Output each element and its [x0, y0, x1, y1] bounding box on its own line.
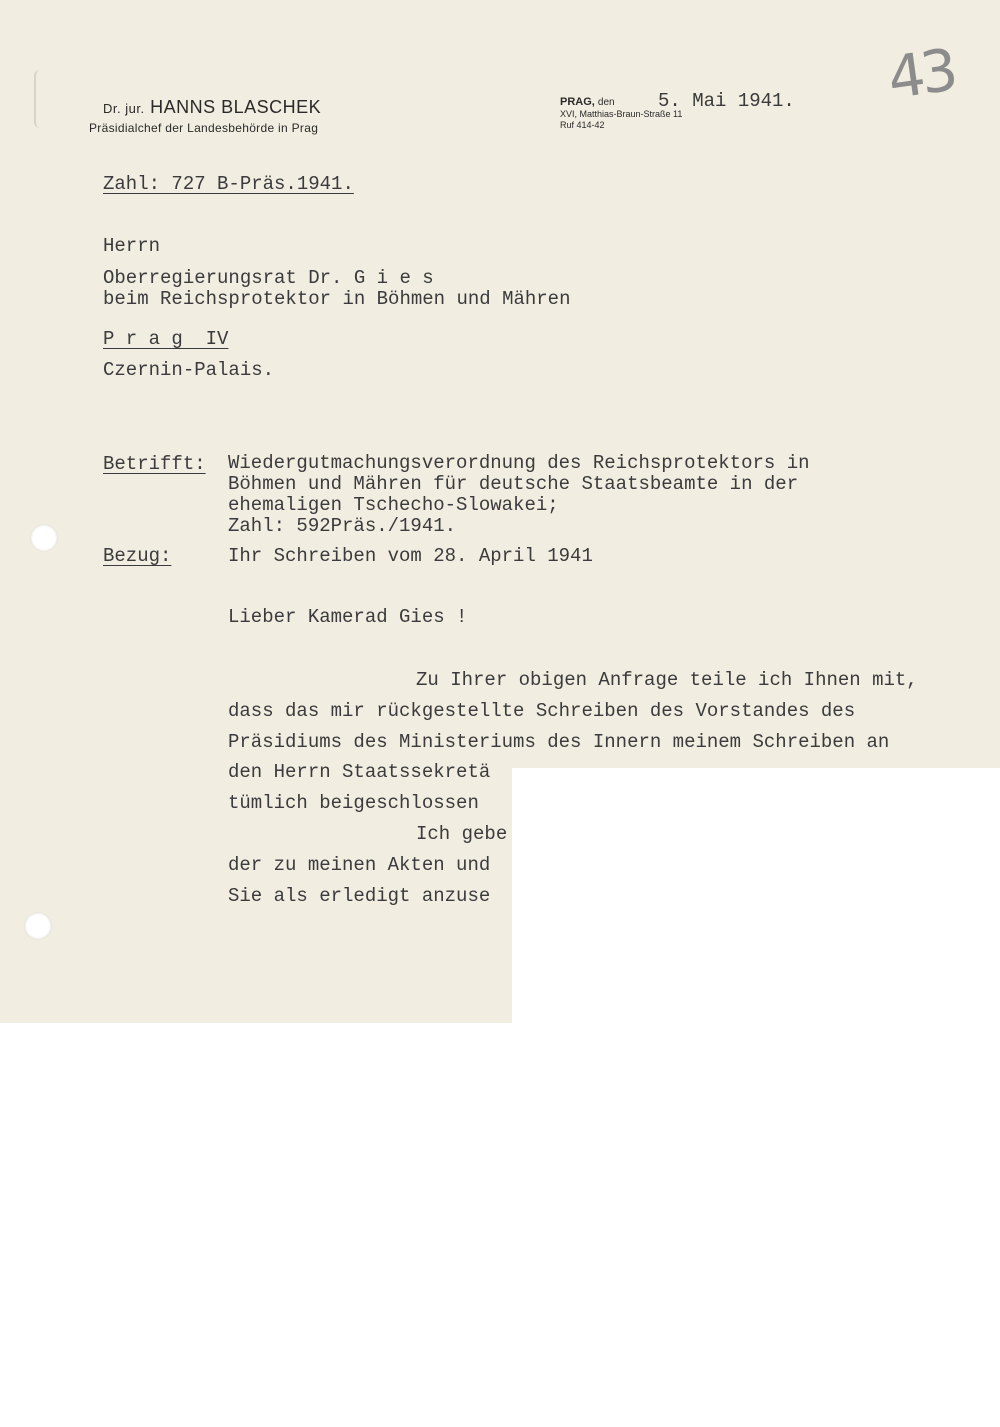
body-line: Ich gebe: [416, 823, 508, 845]
title-prefix: Dr. jur.: [103, 101, 145, 116]
place-den: den: [597, 97, 615, 108]
subject-line: ehemaligen Tschecho-Slowakei;: [228, 494, 559, 516]
body-line: Zu Ihrer obigen Anfrage teile ich Ihnen mit,: [416, 669, 918, 691]
recipient-line1: Oberregierungsrat Dr. G i e s: [103, 267, 434, 289]
reference-label: Bezug:: [103, 545, 172, 567]
reference-number: Zahl: 727 B-Präs.1941.: [103, 173, 354, 195]
body-line: der zu meinen Akten und: [228, 854, 491, 876]
greeting: Lieber Kamerad Gies !: [228, 606, 468, 628]
subject-label: Betrifft:: [103, 453, 206, 475]
recipient-city: P r a g IV: [103, 328, 229, 350]
folio-number: 43: [883, 35, 959, 113]
sender-address: XVI, Matthias-Braun-Straße 11: [560, 109, 683, 119]
subject-line: Böhmen und Mähren für deutsche Staatsbeamte in der: [228, 473, 799, 495]
redaction-mask: [512, 768, 1000, 1023]
punch-hole-top: [30, 524, 58, 552]
body-line: Präsidiums des Ministeriums des Innern meinem Schreiben an: [228, 731, 890, 753]
letterhead-role: Präsidialchef der Landesbehörde in Prag: [89, 121, 319, 135]
reference-text: Ihr Schreiben vom 28. April 1941: [228, 545, 593, 567]
body-line: Sie als erledigt anzuse: [228, 885, 491, 907]
sender-name: HANNS BLASCHEK: [150, 97, 322, 117]
recipient-line2: beim Reichsprotektor in Böhmen und Mähren: [103, 288, 571, 310]
subject-line: Zahl: 592Präs./1941.: [228, 515, 457, 537]
sender-phone: Ruf 414-42: [560, 120, 605, 130]
staple-mark: [34, 70, 48, 128]
subject-line: Wiedergutmachungsverordnung des Reichsprotektors in: [228, 452, 810, 474]
subject-text: [228, 453, 810, 537]
letter-date: 5. Mai 1941.: [658, 90, 795, 112]
letterhead-name: [103, 97, 321, 118]
body-line: tümlich beigeschlossen: [228, 792, 479, 814]
place-city: PRAG,: [560, 96, 595, 108]
body-line: dass das mir rückgestellte Schreiben des Vorstandes des: [228, 700, 856, 722]
recipient-salutation: Herrn: [103, 235, 161, 257]
body-line: den Herrn Staatssekretä: [228, 761, 491, 783]
punch-hole-bottom: [24, 912, 52, 940]
recipient-building: Czernin-Palais.: [103, 359, 275, 381]
